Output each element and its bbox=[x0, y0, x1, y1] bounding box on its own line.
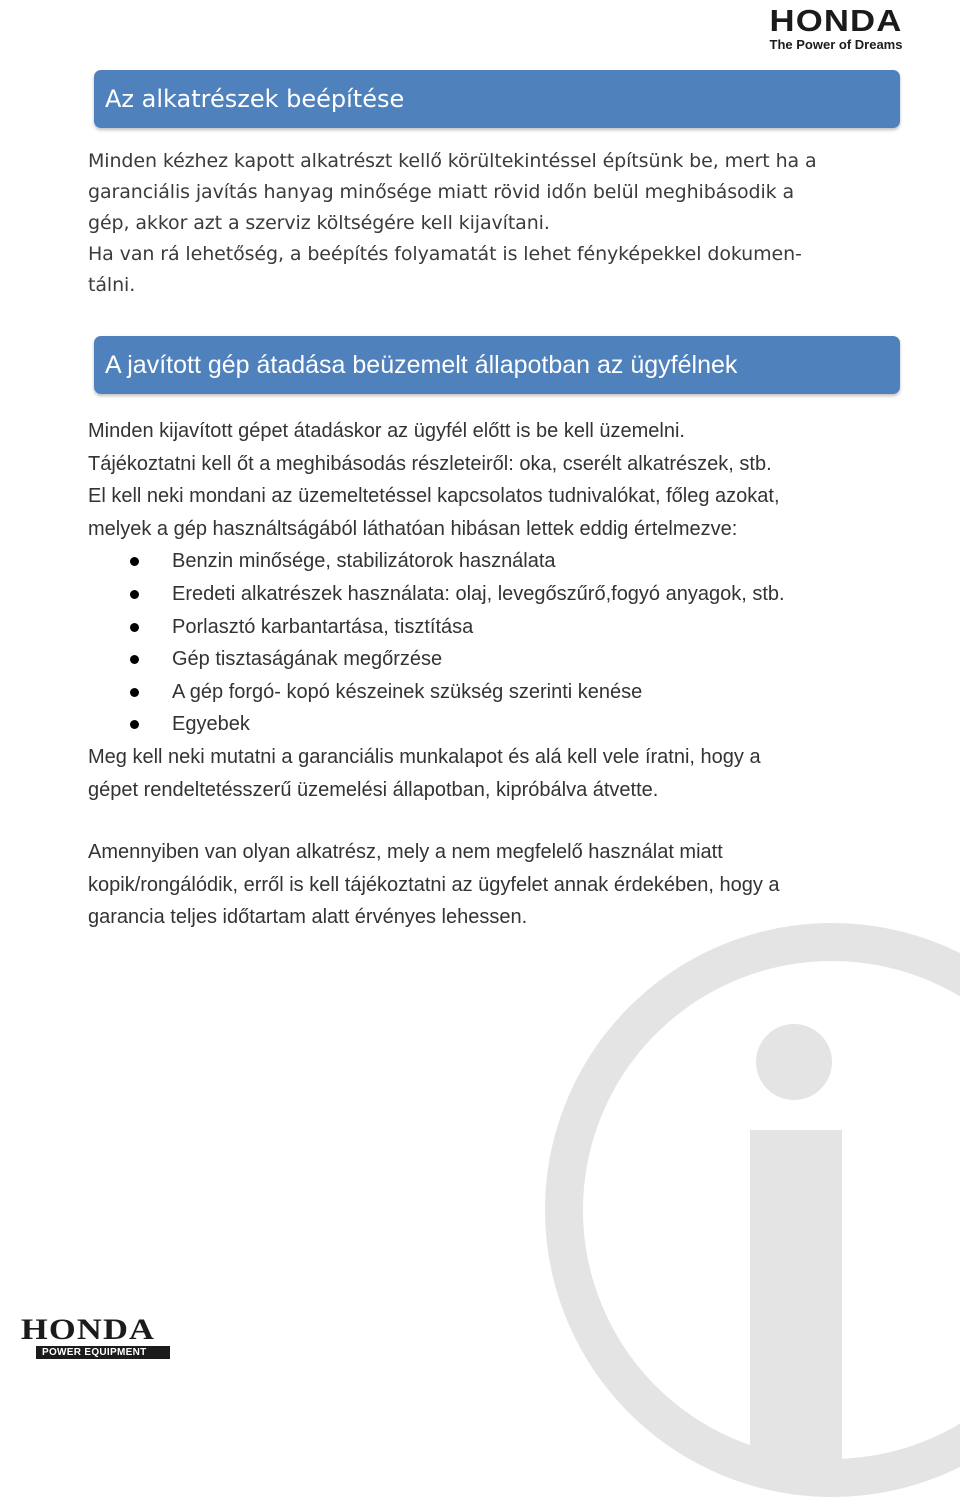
list-item bbox=[88, 545, 948, 578]
section-body-handover bbox=[88, 415, 948, 934]
text-line: Tájékoztatni kell őt a meghibásodás részleteiről: oka, cserélt alkatrészek, stb. bbox=[88, 452, 772, 475]
list-item-text: Porlasztó karbantartása, tisztítása bbox=[172, 615, 474, 638]
text-line: Amennyiben van olyan alkatrész, mely a nem megfelelő használat miatt bbox=[88, 841, 723, 864]
list-item bbox=[88, 643, 948, 676]
text-line: garanciális javítás hanyag minősége miatt rövid időn belül meghibásodik a bbox=[88, 181, 795, 203]
list-item-text: Eredeti alkatrészek használata: olaj, levegőszűrő,fogyó anyagok, stb. bbox=[172, 582, 785, 605]
power-equipment-label: POWER EQUIPMENT bbox=[36, 1346, 170, 1359]
list-item bbox=[88, 578, 948, 611]
list-item-text: Egyebek bbox=[172, 713, 250, 736]
list-item-text: Benzin minősége, stabilizátorok használata bbox=[172, 550, 556, 573]
text-line: El kell neki mondani az üzemeltetéssel kapcsolatos tudnivalókat, főleg azokat, bbox=[88, 485, 780, 508]
bullet-icon bbox=[130, 623, 139, 632]
section-heading-text: Az alkatrészek beépítése bbox=[105, 85, 405, 113]
honda-wordmark: HONDA bbox=[769, 3, 903, 38]
text-line: tálni. bbox=[88, 274, 136, 296]
paragraph-gap bbox=[88, 806, 948, 836]
bullet-list bbox=[88, 545, 948, 741]
bullet-icon bbox=[130, 720, 139, 729]
text-line: Meg kell neki mutatni a garanciális munkalapot és alá kell vele íratni, hogy a bbox=[88, 745, 761, 768]
text-line: melyek a gép használtságából láthatóan hibásan lettek eddig értelmezve: bbox=[88, 517, 738, 540]
text-line: garancia teljes időtartam alatt érvényes lehessen. bbox=[88, 906, 528, 929]
section-heading-text: A javított gép átadása beüzemelt állapotban az ügyfélnek bbox=[105, 350, 738, 379]
bullet-icon bbox=[130, 655, 139, 664]
bullet-icon bbox=[130, 557, 139, 566]
section-heading-parts-install bbox=[94, 70, 900, 128]
list-item bbox=[88, 676, 948, 709]
honda-logo-bottom bbox=[6, 1313, 170, 1359]
text-line: gépet rendeltetésszerű üzemelési állapotban, kipróbálva átvette. bbox=[88, 778, 659, 801]
list-item bbox=[88, 611, 948, 644]
honda-tagline: The Power of Dreams bbox=[769, 37, 903, 52]
info-watermark-icon bbox=[532, 910, 960, 1510]
list-item-text: Gép tisztaságának megőrzése bbox=[172, 648, 443, 671]
text-line: Ha van rá lehetőség, a beépítés folyamatát is lehet fényképekkel dokumen- bbox=[88, 243, 802, 265]
honda-logo-top bbox=[728, 4, 944, 52]
paragraph-parts-install bbox=[88, 146, 908, 301]
list-item-text: A gép forgó- kopó készeinek szükség szerinti kenése bbox=[172, 680, 643, 703]
text-line: kopik/rongálódik, erről is kell tájékoztatni az ügyfelet annak érdekében, hogy a bbox=[88, 873, 780, 896]
list-item bbox=[88, 708, 948, 741]
text-line: Minden kézhez kapott alkatrészt kellő körültekintéssel építsünk be, mert ha a bbox=[88, 150, 817, 172]
bullet-icon bbox=[130, 688, 139, 697]
text-line: gép, akkor azt a szerviz költségére kell kijavítani. bbox=[88, 212, 550, 234]
text-line: Minden kijavított gépet átadáskor az ügyfél előtt is be kell üzemelni. bbox=[88, 420, 685, 442]
section-heading-handover bbox=[94, 336, 900, 394]
bullet-icon bbox=[130, 590, 139, 599]
honda-wordmark: HONDA bbox=[20, 1313, 156, 1346]
